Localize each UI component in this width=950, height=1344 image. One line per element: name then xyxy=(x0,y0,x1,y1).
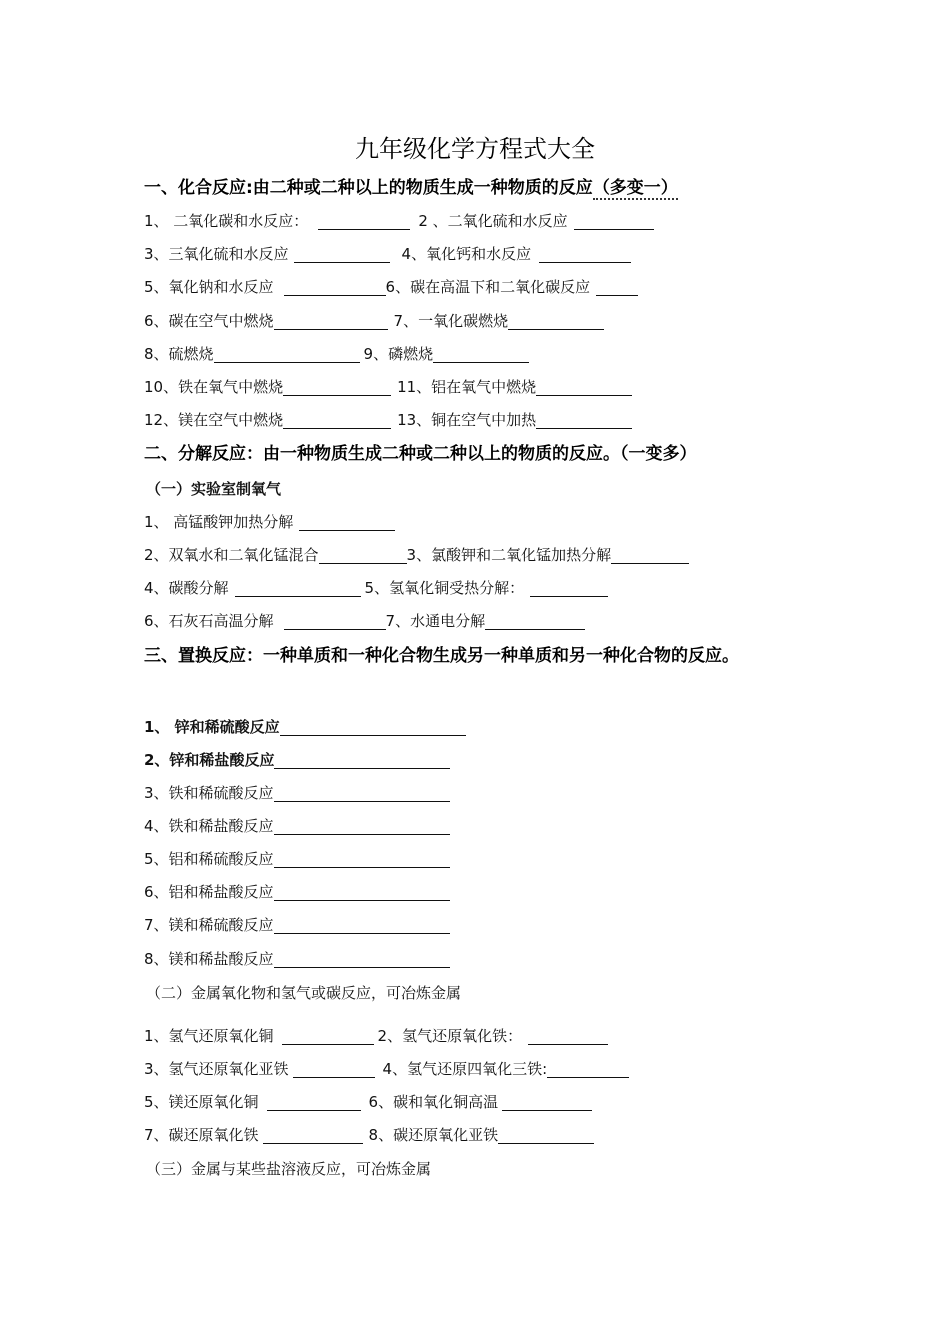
answer-blank[interactable] xyxy=(293,1059,375,1078)
exercise-label: 1、氢气还原氧化铜 xyxy=(144,1027,274,1045)
exercise-label: 3、氯酸钾和二氧化锰加热分解 xyxy=(406,546,612,564)
section-heading-combination xyxy=(144,176,678,200)
answer-blank[interactable] xyxy=(274,750,450,769)
answer-blank[interactable] xyxy=(274,915,450,934)
answer-blank[interactable] xyxy=(547,1059,629,1078)
exercise-label: 1、 高锰酸钾加热分解 xyxy=(144,513,294,531)
exercise-row xyxy=(144,243,631,265)
answer-blank[interactable] xyxy=(596,277,638,296)
answer-blank[interactable] xyxy=(433,344,529,363)
section-heading-displacement: 三、置换反应：一种单质和一种化合物生成另一种单质和另一种化合物的反应。 xyxy=(144,646,739,666)
exercise-row xyxy=(144,276,638,298)
exercise-row xyxy=(144,848,450,870)
exercise-label: 1、 二氧化碳和水反应： xyxy=(144,212,309,230)
answer-blank[interactable] xyxy=(539,244,631,263)
exercise-row xyxy=(144,544,689,566)
exercise-label: 5、氢氧化铜受热分解： xyxy=(364,579,525,597)
exercise-label: 11、铝在氧气中燃烧 xyxy=(397,378,537,396)
exercise-row xyxy=(144,343,529,365)
exercise-label: 2、氢气还原氧化铁： xyxy=(377,1027,523,1045)
exercise-label: 2、锌和稀盐酸反应 xyxy=(144,751,275,769)
answer-blank[interactable] xyxy=(214,344,360,363)
exercise-label: 3、三氧化硫和水反应 xyxy=(144,245,289,263)
answer-blank[interactable] xyxy=(318,211,410,230)
answer-blank[interactable] xyxy=(294,244,390,263)
answer-blank[interactable] xyxy=(528,1026,608,1045)
exercise-row xyxy=(144,782,450,804)
exercise-label: 7、碳还原氧化铁 xyxy=(144,1126,259,1144)
answer-blank[interactable] xyxy=(485,611,585,630)
exercise-label: 7、镁和稀硫酸反应 xyxy=(144,916,274,934)
answer-blank[interactable] xyxy=(536,410,632,429)
exercise-row xyxy=(144,1091,592,1113)
answer-blank[interactable] xyxy=(267,1092,361,1111)
answer-blank[interactable] xyxy=(274,949,450,968)
exercise-row xyxy=(144,409,632,431)
answer-blank[interactable] xyxy=(498,1125,594,1144)
exercise-label: 6、碳在高温下和二氧化碳反应 xyxy=(385,278,591,296)
section-heading-decomposition: 二、分解反应：由一种物质生成二种或二种以上的物质的反应。（一变多） xyxy=(144,444,697,464)
section-heading-text: 一、化合反应:由二种或二种以上的物质生成一种物质的反应 xyxy=(144,178,593,198)
exercise-label: 8、碳还原氧化亚铁 xyxy=(368,1126,499,1144)
exercise-label: 4、氧化钙和水反应 xyxy=(401,245,532,263)
exercise-row xyxy=(144,948,450,970)
exercise-row xyxy=(144,1124,594,1146)
exercise-row xyxy=(144,577,608,599)
exercise-row xyxy=(144,815,450,837)
exercise-label: 2、双氧水和二氧化锰混合 xyxy=(144,546,319,564)
exercise-label: 4、碳酸分解 xyxy=(144,579,229,597)
answer-blank[interactable] xyxy=(530,578,608,597)
subsection-heading: （二）金属氧化物和氢气或碳反应，可冶炼金属 xyxy=(146,984,462,1002)
exercise-label: 6、碳在空气中燃烧 xyxy=(144,312,274,330)
answer-blank[interactable] xyxy=(284,611,386,630)
exercise-label: 4、铁和稀盐酸反应 xyxy=(144,817,274,835)
exercise-label: 9、磷燃烧 xyxy=(363,345,434,363)
exercise-label: 6、碳和氧化铜高温 xyxy=(368,1093,499,1111)
exercise-label: 6、铝和稀盐酸反应 xyxy=(144,883,274,901)
section-heading-note: （多变一） xyxy=(592,178,678,198)
subsection-heading: （一）实验室制氧气 xyxy=(146,480,282,498)
exercise-label: 4、氢气还原四氧化三铁: xyxy=(382,1060,548,1078)
exercise-row xyxy=(144,749,450,771)
exercise-label: 7、一氧化碳燃烧 xyxy=(393,312,509,330)
exercise-label: 5、铝和稀硫酸反应 xyxy=(144,850,274,868)
exercise-label: 5、镁还原氧化铜 xyxy=(144,1093,259,1111)
answer-blank[interactable] xyxy=(611,545,689,564)
exercise-label: 6、石灰石高温分解 xyxy=(144,612,274,630)
exercise-row xyxy=(144,914,450,936)
answer-blank[interactable] xyxy=(284,277,386,296)
page-title: 九年级化学方程式大全 xyxy=(355,135,595,163)
answer-blank[interactable] xyxy=(502,1092,592,1111)
answer-blank[interactable] xyxy=(263,1125,363,1144)
exercise-label: 12、镁在空气中燃烧 xyxy=(144,411,284,429)
exercise-label: 3、铁和稀硫酸反应 xyxy=(144,784,274,802)
exercise-label: 13、铜在空气中加热 xyxy=(397,411,537,429)
exercise-row xyxy=(144,376,632,398)
subsection-heading: （三）金属与某些盐溶液反应，可冶炼金属 xyxy=(146,1160,432,1178)
answer-blank[interactable] xyxy=(536,377,632,396)
exercise-label: 10、铁在氧气中燃烧 xyxy=(144,378,284,396)
exercise-label: 7、水通电分解 xyxy=(385,612,486,630)
answer-blank[interactable] xyxy=(274,311,388,330)
answer-blank[interactable] xyxy=(299,512,395,531)
exercise-row xyxy=(144,716,466,738)
exercise-label: 5、氧化钠和水反应 xyxy=(144,278,274,296)
answer-blank[interactable] xyxy=(274,849,450,868)
answer-blank[interactable] xyxy=(319,545,407,564)
answer-blank[interactable] xyxy=(274,882,450,901)
answer-blank[interactable] xyxy=(280,717,466,736)
exercise-label: 8、硫燃烧 xyxy=(144,345,214,363)
answer-blank[interactable] xyxy=(274,783,450,802)
exercise-row xyxy=(144,511,395,533)
exercise-label: 2 、二氧化硫和水反应 xyxy=(418,212,568,230)
answer-blank[interactable] xyxy=(282,1026,374,1045)
exercise-row xyxy=(144,210,654,232)
exercise-row xyxy=(144,310,604,332)
answer-blank[interactable] xyxy=(283,377,391,396)
answer-blank[interactable] xyxy=(574,211,654,230)
answer-blank[interactable] xyxy=(235,578,361,597)
exercise-label: 8、镁和稀盐酸反应 xyxy=(144,950,274,968)
answer-blank[interactable] xyxy=(508,311,604,330)
exercise-label: 1、 锌和稀硫酸反应 xyxy=(144,718,280,736)
exercise-row xyxy=(144,881,450,903)
exercise-row xyxy=(144,1058,629,1080)
answer-blank[interactable] xyxy=(283,410,391,429)
exercise-label: 3、氢气还原氧化亚铁 xyxy=(144,1060,289,1078)
exercise-row xyxy=(144,610,585,632)
exercise-row xyxy=(144,1025,608,1047)
answer-blank[interactable] xyxy=(274,816,450,835)
